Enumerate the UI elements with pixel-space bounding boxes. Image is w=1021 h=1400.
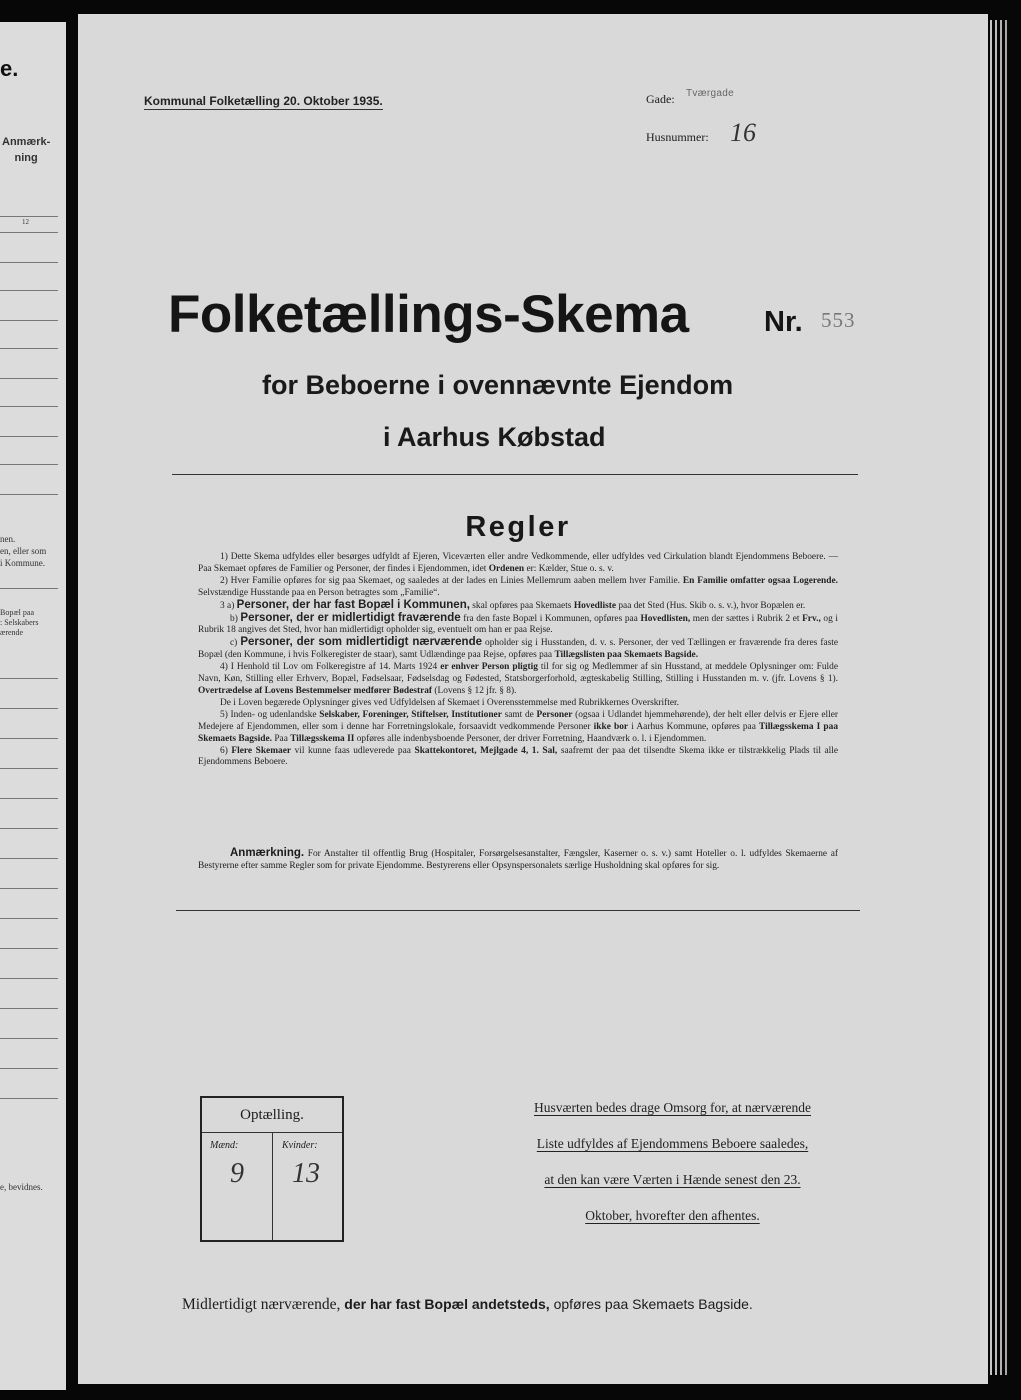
count-column-divider	[272, 1132, 273, 1240]
rule-emphasis: Tillægsskema I paa Skemaets Bagside.	[198, 721, 839, 744]
left-page-rule	[0, 888, 58, 889]
left-page-rule	[0, 1068, 58, 1069]
rule-emphasis: Selskaber, Foreninger, Stiftelser, Institutioner	[319, 709, 502, 720]
left-page-rule	[0, 738, 58, 739]
rule-emphasis: Skattekontoret, Mejlgade 4, 1. Sal,	[414, 745, 558, 756]
rule-3c	[198, 637, 838, 662]
left-page-rule	[0, 290, 58, 291]
rule-text: (Lovens § 12 jfr. § 8).	[434, 685, 517, 696]
street-label: Gade:	[646, 92, 675, 106]
house-number-value: 16	[730, 118, 756, 147]
left-page-rule	[0, 858, 58, 859]
rule-emphasis: Overtrædelse af Lovens Bestemmelser medfører Bødestraf	[198, 685, 433, 696]
rule-text: i Aarhus Kommune, opføres paa	[631, 721, 756, 732]
form-number-value: 553	[821, 308, 856, 332]
rule-5	[198, 710, 838, 746]
footer-instruction	[182, 1296, 753, 1314]
page-edge	[995, 20, 997, 1375]
left-page-rule	[0, 978, 58, 979]
left-page-anmaerkning: Anmærk- ning	[2, 136, 51, 164]
footer-prefix: Midlertidigt nærværende,	[182, 1296, 341, 1313]
rule-2	[198, 576, 838, 600]
street-value: Tværgade	[686, 88, 734, 99]
women-label: Kvinder:	[282, 1140, 318, 1151]
rule-heading: Personer, der som midlertidigt nærværende	[240, 636, 482, 649]
rule-emphasis: ikke bor	[593, 721, 629, 732]
rule-text: til for sig og Medlemmer af sin Husstand, at meddele Oplysninger om: Fulde Navn, Køn, Stilling eller Erhverv, Bopæl, Fødselsaar, Fødselsdag og Fødested, Statsborgerforhold, ægteskabelig Stilling, Stilling i Husstanden m. v. (jfr. Lovens § 1).	[198, 662, 839, 685]
count-box	[200, 1096, 344, 1242]
rule-heading: Personer, der er midlertidigt fraværende	[240, 611, 461, 624]
rule-text: 2) Hver Familie opføres for sig paa Skemaet, og saaledes at der lades en Linies Mellemrum aaben mellem hver Familie.	[220, 575, 681, 586]
rule-emphasis: Ordenen	[488, 563, 525, 574]
form-subtitle-1: for Beboerne i ovennævnte Ejendom	[262, 370, 734, 400]
title-divider	[172, 474, 858, 475]
form-title: Folketællings-Skema	[168, 285, 689, 344]
left-page-rule	[0, 436, 58, 437]
left-page-rule	[0, 588, 58, 589]
left-page-rule	[0, 798, 58, 799]
rule-text: 5) Inden- og udenlandske	[220, 709, 317, 720]
remark-label: Anmærkning.	[230, 847, 305, 859]
left-page-rule	[0, 1008, 58, 1009]
left-page-rule	[0, 348, 58, 349]
left-page-fragment: : Selskabers	[0, 618, 39, 627]
house-number-label: Husnummer:	[646, 130, 709, 144]
landlord-notice-line: Husværten bedes drage Omsorg for, at nærværende	[533, 1100, 812, 1115]
remark-paragraph	[198, 848, 838, 873]
left-page-fragment: nen.	[0, 534, 16, 544]
left-page-heading: e.	[0, 56, 19, 81]
left-page-fragment: i Kommune.	[0, 558, 45, 568]
rule-6	[198, 746, 838, 770]
left-page-rule	[0, 406, 58, 407]
rule-heading: Personer, der har fast Bopæl i Kommunen,	[236, 598, 470, 611]
landlord-notice-line: Oktober, hvorefter den afhentes.	[585, 1208, 760, 1223]
page-edge	[1005, 20, 1007, 1375]
remark-divider	[176, 910, 860, 911]
rule-text: 1) Dette Skema udfyldes eller besørges udfyldt af Ejeren, Viceværten eller andre Vedkommende, eller udfyldes ved Cirkulation blandt Ejendommens Beboere. — Paa Skemaet opføres de Familier og Personer, der findes i Ejendommen, idet	[198, 552, 838, 574]
left-page-fragment: en, eller som	[0, 546, 47, 556]
rule-text: og i Rubrik 18 angives det Sted, hvor han midlertidigt opholder sig, eventuelt om han er paa Rejse.	[198, 613, 838, 636]
left-page-rule	[0, 262, 58, 263]
rule-text: (ogsaa i Udlandet hjemmehørende), der helt eller delvis er Ejere eller Medejere af Ejendommen, eller som i denne har Forretningslokale, forsaavidt vedkommende Personer	[198, 709, 839, 732]
rule-text: Selvstændige Husstande paa en Person betragtes som „Familie“.	[198, 587, 440, 598]
men-label: Mænd:	[210, 1140, 239, 1151]
left-page-rule	[0, 216, 58, 217]
left-page-rule	[0, 678, 58, 679]
left-page-rule	[0, 948, 58, 949]
left-page-rule	[0, 1098, 58, 1099]
rule-emphasis: Hovedliste	[573, 600, 616, 611]
rule-3b	[198, 613, 838, 638]
rule-text: paa det Sted (Hus. Skib o. s. v.), hvor Bopælen er.	[618, 600, 806, 611]
rule-text: skal opføres paa Skemaets	[472, 600, 572, 611]
rule-text: saafremt der paa det tilsendte Skema ikke er tilstrækkelig Plads til alle Ejendommens Beboere.	[198, 745, 839, 768]
left-page-sliver	[0, 22, 66, 1390]
left-page-fragment: ærende	[0, 628, 24, 637]
left-page-rule	[0, 828, 58, 829]
women-count: 13	[292, 1158, 320, 1189]
form-subtitle-2: i Aarhus Købstad	[383, 422, 606, 452]
count-title: Optælling.	[202, 1098, 342, 1133]
rule-text: opholder sig i Husstanden, d. v. s. Personer, der ved Tællingen er fraværende fra deres faste Bopæl (den Kommune, i hvis Folkeregister de staar), samt Udlændinge paa Rejse, opføres paa	[198, 638, 839, 661]
rule-text: fra den faste Bopæl i Kommunen, opføres paa	[463, 613, 638, 624]
left-page-column-number: 12	[22, 218, 29, 226]
rule-4b: De i Loven begærede Oplysninger gives ved Udfyldelsen af Skemaet i Overensstemmelse med Rubrikkernes Overskrifter.	[220, 697, 679, 708]
footer-bold: der har fast Bopæl andetsteds,	[344, 1296, 550, 1312]
rule-emphasis: Hovedlisten,	[640, 613, 691, 624]
rule-text: samt de	[504, 709, 534, 720]
rule-emphasis: Tillægslisten paa Skemaets Bagside.	[554, 650, 699, 661]
landlord-notice-line: at den kan være Værten i Hænde senest den 23.	[544, 1172, 801, 1187]
rule-text: opføres alle indenbysboende Personer, der driver Forretning, Haandværk o. l. i Ejendommen.	[356, 733, 707, 744]
left-page-rule	[0, 708, 58, 709]
census-form-page	[78, 14, 988, 1384]
rule-number: 6)	[220, 745, 228, 756]
rule-text: men der sættes i Rubrik 2 et	[692, 613, 800, 624]
left-page-rule	[0, 378, 58, 379]
rules-heading: Regler	[465, 511, 571, 543]
rule-number: 3 a)	[220, 600, 235, 611]
left-page-rule	[0, 768, 58, 769]
rule-emphasis: En Familie omfatter ogsaa Logerende.	[682, 575, 838, 586]
left-page-rule	[0, 232, 58, 233]
rule-1	[198, 552, 838, 576]
footer-suffix: opføres paa Skemaets Bagside.	[553, 1296, 753, 1312]
left-page-rule	[0, 1038, 58, 1039]
rule-text: 4) I Henhold til Lov om Folkeregistre af 14. Marts 1924	[220, 662, 438, 673]
rule-emphasis: Personer	[536, 709, 573, 720]
left-page-rule	[0, 918, 58, 919]
left-page-rule	[0, 320, 58, 321]
page-edge	[990, 20, 992, 1375]
page-edge	[1000, 20, 1002, 1375]
left-page-fragment: Bopæl paa	[0, 608, 34, 617]
rule-emphasis: er enhver Person pligtig	[440, 662, 538, 673]
left-page-fragment: e, bevidnes.	[0, 1182, 43, 1192]
remark-text: For Anstalter til offentlig Brug (Hospitaler, Forsørgelsesanstalter, Fængsler, Kaserner o. s. v.) samt Hoteller o. l. udfyldes Skemaerne af Bestyrerne efter samme Regler som for private Ejendomme. Bestyrerens eller Opsynspersonalets særlige Husholdning skal opføres for sig.	[198, 849, 838, 871]
rule-text: er: Kælder, Stue o. s. v.	[526, 563, 614, 574]
rule-text: Paa	[274, 733, 288, 744]
rule-emphasis: Frv.,	[802, 613, 821, 624]
rules-list	[198, 552, 838, 769]
landlord-notice-line: Liste udfyldes af Ejendommens Beboere saaledes,	[536, 1136, 809, 1151]
rule-4	[198, 662, 838, 698]
census-title: Kommunal Folketælling 20. Oktober 1935.	[144, 94, 383, 108]
left-page-rule	[0, 494, 58, 495]
rule-emphasis: Flere Skemaer	[231, 745, 292, 756]
rule-emphasis: Tillægsskema II	[290, 733, 355, 744]
left-page-rule	[0, 464, 58, 465]
rule-text: vil kunne faas udleverede paa	[294, 745, 411, 756]
men-count: 9	[230, 1158, 244, 1189]
form-number-label: Nr.	[764, 306, 803, 338]
rule-number: b)	[230, 613, 238, 624]
rule-number: c)	[230, 638, 238, 649]
